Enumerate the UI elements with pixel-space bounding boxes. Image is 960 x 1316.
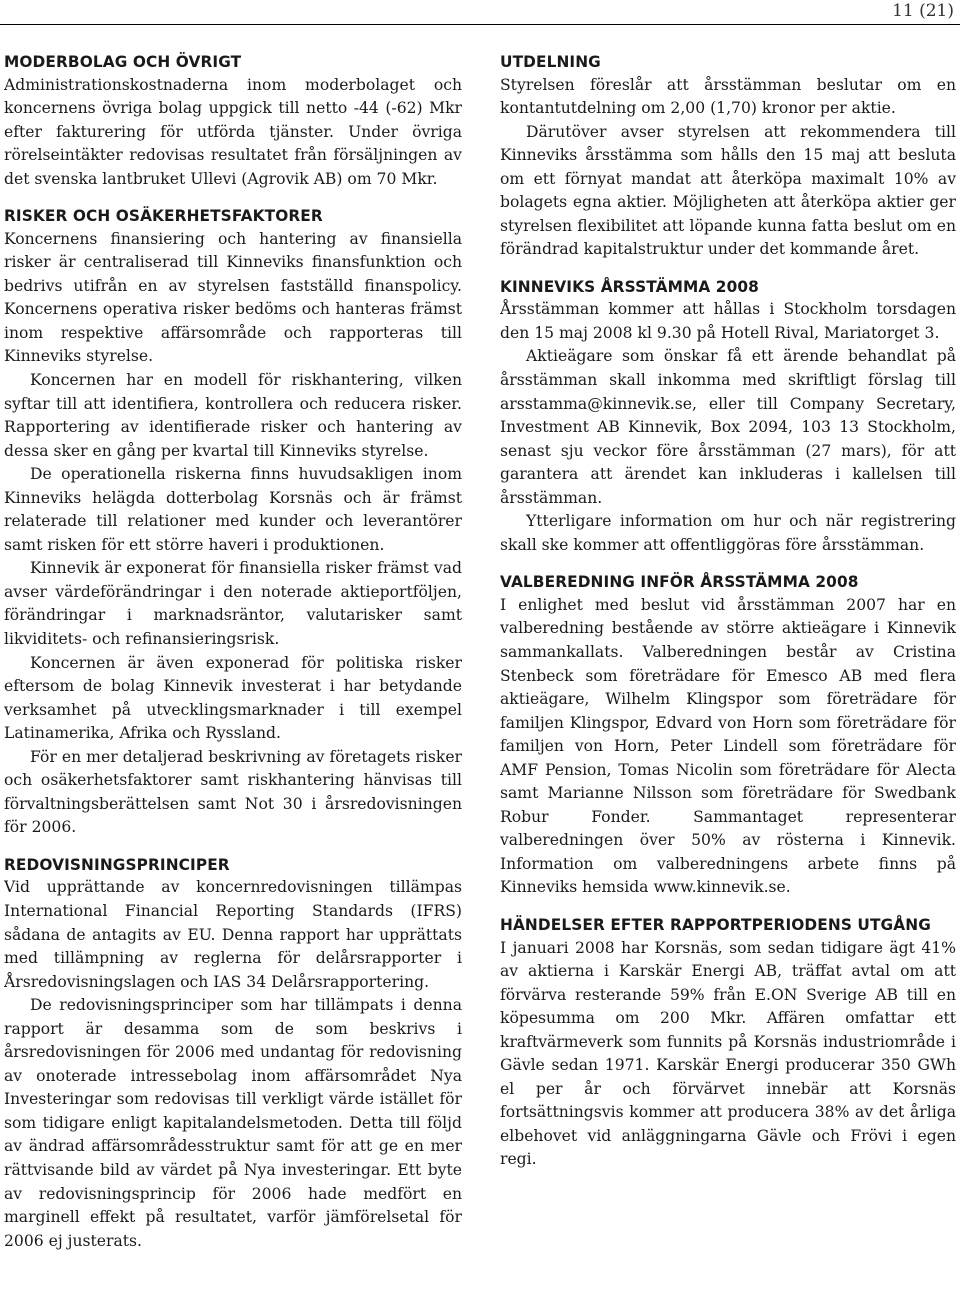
paragraph: I enlighet med beslut vid årsstämman 2007 har en valberedning bestående av större aktieägare i Kinnevik sammankallats. Valberedningen består av Cristina Stenbeck som företrädare för Emesco AB med flera aktieägare, Wilhelm Klingspor som företrädare för familjen Klingspor, Edvard von Horn som företrädare för familjen von Horn, Peter Lindell som företrädare för AMF Pension, Tomas Nicolin som företrädare för Alecta samt Marianne Nilsson som företrädare för Swedbank Robur Fonder. Sammantaget representerar valberedningen över 50% av rösterna i Kinnevik. Information om valberedningens arbete finns på Kinneviks hemsida www.kinnevik.se.	[500, 595, 956, 897]
section-heading: REDOVISNINGSPRINCIPER	[4, 854, 230, 874]
paragraph: Koncernen har en modell för riskhantering, vilken syftar till att identifiera, kontrollera och reducera risker. Rapportering av identifierade risker och hantering av dessa sker en gång per kvartal till Kinneviks styrelse.	[4, 371, 462, 460]
section-heading: MODERBOLAG OCH ÖVRIGT	[4, 52, 242, 71]
paragraph: De operationella riskerna finns huvudsakligen inom Kinneviks helägda dotterbolag Korsnäs och är främst relaterade till relationer med kunder och leverantörer samt risken för ett större haveri i produktionen.	[4, 465, 462, 554]
paragraph: Aktieägare som önskar få ett ärende behandlat på årsstämman skall inkomma med skriftligt förslag till arsstamma@kinnevik.se, eller till Company Secretary, Investment AB Kinnevik, Box 2094, 103 13 Stockholm, senast sju veckor före årsstämman (27 mars), för att garantera att ärendet kan inkluderas i kallelsen till årsstämman.	[500, 347, 956, 507]
section-heading: UTDELNING	[500, 52, 601, 71]
section-moderbolag	[4, 50, 462, 191]
paragraph: Ytterligare information om hur och när registrering skall ske kommer att offentliggöras före årsstämman.	[500, 512, 956, 554]
paragraph: Styrelsen föreslår att årsstämman beslutar om en kontantutdelning om 2,00 (1,70) kronor per aktie.	[500, 75, 956, 118]
section-heading: VALBEREDNING INFÖR ÅRSSTÄMMA 2008	[500, 572, 859, 592]
paragraph: I januari 2008 har Korsnäs, som sedan tidigare ägt 41% av aktierna i Karskär Energi AB, träffat avtal om att förvärva resterande 59% från E.ON Sverige AB till en köpesumma om 200 Mkr. Affären omfattar ett kraftvärmeverk som funnits på Korsnäs industriområde i Gävle sedan 1971. Karskär Energi producerar 350 GWh el per år och förvärvet innebär att Korsnäs fortsättningsvis kommer att producera 38% av det årliga elbehovet vid anläggningarna Gävle och Frövi i egen regi.	[500, 938, 956, 1169]
section-handelser	[500, 913, 956, 1172]
section-heading: HÄNDELSER EFTER RAPPORTPERIODENS UTGÅNG	[500, 915, 931, 934]
paragraph: De redovisningsprinciper som har tillämpats i denna rapport är desamma som de som beskrivs i årsredovisningen för 2006 med undantag för redovisning av onoterade intressebolag inom affärsområdet Nya Investeringar som redovisas till verkligt värde istället för som tidigare enligt kapitalandelsmetoden. Detta till följd av ändrad affärsområdesstruktur samt för att ge en mer rättvisande bild av värdet på Nya investeringar. Ett byte av redovisningsprincip för 2006 hade medfört en marginell effekt på resultatet, varför jämförelsetal för 2006 ej justerats.	[4, 996, 462, 1250]
paragraph: Administrationskostnaderna inom moderbolaget och koncernens övriga bolag uppgick till netto -44 (-62) Mkr efter fakturering för utförda tjänster. Under övriga rörelseintäkter redovisas resultatet från försäljningen av det svenska lantbruket Ullevi (Agrovik AB) om 70 Mkr.	[4, 75, 462, 188]
paragraph: Koncernen är även exponerad för politiska risker eftersom de bolag Kinnevik investerat i har betydande verksamhet på utvecklingsmarknader i till exempel Latinamerika, Afrika och Ryssland.	[4, 653, 462, 743]
paragraph: Kinnevik är exponerat för finansiella risker främst vad avser värdeförändringar i den noterade aktieportföljen, förändringar i marknadsräntor, valutarisker samt likviditets- och refinansieringsrisk.	[4, 559, 462, 649]
paragraph: Därutöver avser styrelsen att rekommendera till Kinneviks årsstämma som hålls den 15 maj att besluta om ett förnyat mandat att återköpa maximalt 10% av bolagets egna aktier. Möjligheten att återköpa aktier ger styrelsen flexibilitet att löpande kunna fatta beslut om en förändrad kapitalstruktur under det kommande året.	[500, 122, 956, 259]
section-valberedning	[500, 570, 956, 900]
paragraph: För en mer detaljerad beskrivning av företagets risker och osäkerhetsfaktorer samt riskhantering hänvisas till förvaltningsberättelsen samt Not 30 i årsredovisningen för 2006.	[4, 747, 462, 837]
page-number: 11 (21)	[892, 1, 954, 21]
section-arsstamma	[500, 275, 956, 558]
paragraph: Vid upprättande av koncernredovisningen tillämpas International Financial Reporting Standards (IFRS) sådana de antagits av EU. Denna rapport har upprättats med tillämpning av reglerna för delårsrapporter i Årsredovisningslagen och IAS 34 Delårsrapportering.	[4, 878, 462, 991]
left-column	[4, 50, 462, 1266]
section-redovisningsprinciper	[4, 853, 462, 1253]
right-column	[500, 50, 956, 1185]
section-utdelning	[500, 50, 956, 262]
header-rule	[0, 24, 960, 25]
section-risker	[4, 204, 462, 840]
paragraph: Årsstämman kommer att hållas i Stockholm torsdagen den 15 maj 2008 kl 9.30 på Hotell Rival, Mariatorget 3.	[500, 300, 956, 342]
section-heading: RISKER OCH OSÄKERHETSFAKTORER	[4, 206, 323, 226]
paragraph: Koncernens finansiering och hantering av finansiella risker är centraliserad till Kinneviks finansfunktion och bedrivs utifrån en av styrelsen fastställd finanspolicy. Koncernens operativa risker bedöms och hanteras främst inom respektive affärsområde och rapporteras till Kinneviks styrelse.	[4, 229, 462, 366]
section-heading: KINNEVIKS ÅRSSTÄMMA 2008	[500, 276, 759, 296]
